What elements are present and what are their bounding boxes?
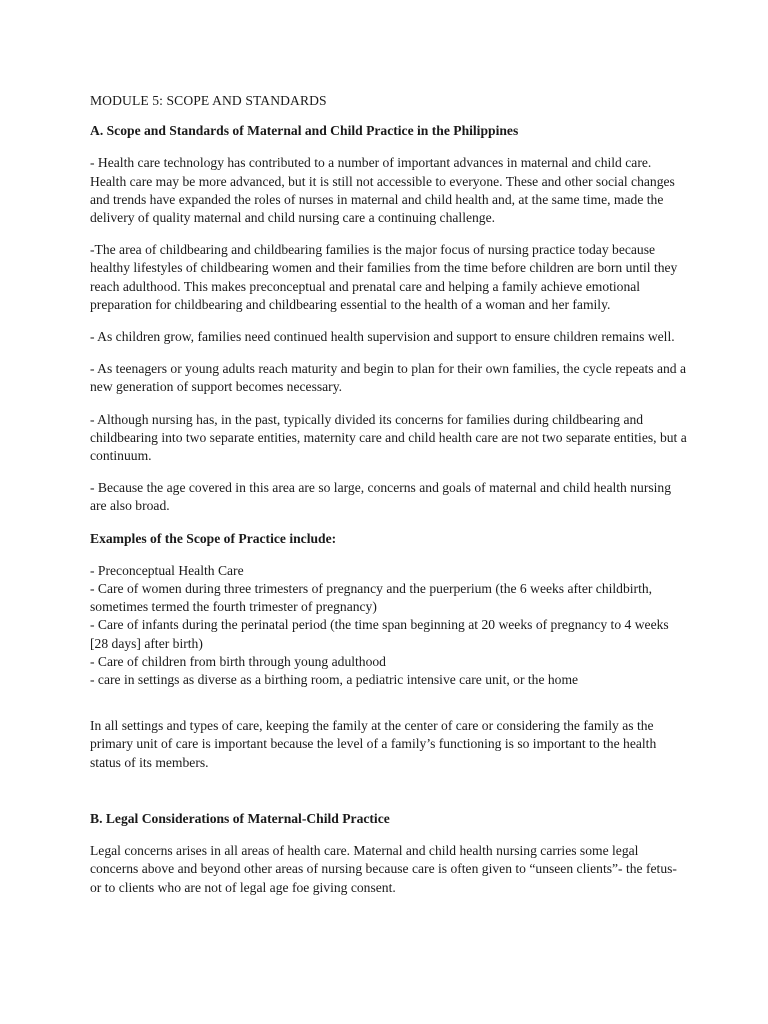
section-a-paragraph-1: - Health care technology has contributed to a number of important advances in maternal and child care. Health care may be more advanced, but it is still not accessible to everyone. These and other social changes and trends have expanded the roles of nurses in maternal and child health and, at the same time, made the delivery of quality maternal and child nursing care a continuing challenge.: [90, 155, 675, 226]
scope-examples-list: [90, 562, 690, 689]
scope-example-item: - Care of infants during the perinatal period (the time span beginning at 20 weeks of pregnancy to 4 weeks [28 days] after birth): [90, 617, 669, 651]
examples-heading: Examples of the Scope of Practice include:: [90, 530, 337, 546]
spacer: [90, 786, 690, 810]
section-a-paragraph-3: - As children grow, families need continued health supervision and support to ensure children remains well.: [90, 329, 675, 345]
scope-example-item: - Preconceptual Health Care: [90, 562, 244, 578]
family-centered-paragraph: In all settings and types of care, keeping the family at the center of care or considering the family as the primary unit of care is important because the level of a family’s functioning is so important to the health status of its members.: [90, 718, 657, 770]
section-a-paragraph-4: - As teenagers or young adults reach maturity and begin to plan for their own families, the cycle repeats and a new generation of support becomes necessary.: [90, 361, 687, 395]
section-b-heading: B. Legal Considerations of Maternal-Child Practice: [90, 810, 390, 826]
module-title: MODULE 5: SCOPE AND STANDARDS: [90, 93, 327, 108]
section-a-heading: A. Scope and Standards of Maternal and Child Practice in the Philippines: [90, 123, 519, 139]
section-a-paragraph-2: -The area of childbearing and childbearing families is the major focus of nursing practice today because healthy lifestyles of childbearing women and their families from the time before children are born until they reach adulthood. This makes preconceptual and prenatal care and helping a family achieve emotional preparation for childbearing and childbearing essential to the health of a woman and her family.: [90, 242, 678, 312]
section-a-paragraph-5: - Although nursing has, in the past, typically divided its concerns for families during childbearing and childbearing into two separate entities, maternity care and child health care are not two separate entities, but a continuum.: [90, 411, 687, 464]
document-page: [90, 92, 690, 911]
scope-example-item: - Care of women during three trimesters of pregnancy and the puerperium (the 6 weeks after childbirth, sometimes termed the fourth trimester of pregnancy): [90, 581, 653, 615]
spacer: [90, 689, 690, 717]
scope-example-item: - care in settings as diverse as a birthing room, a pediatric intensive care unit, or the home: [90, 672, 579, 688]
section-b-paragraph: Legal concerns arises in all areas of health care. Maternal and child health nursing carries some legal concerns above and beyond other areas of nursing because care is often given to “unseen clients”- the fetus- or to clients who are not of legal age foe giving consent.: [90, 843, 677, 895]
scope-example-item: - Care of children from birth through young adulthood: [90, 653, 386, 669]
section-a-paragraph-6: - Because the age covered in this area are so large, concerns and goals of maternal and child health nursing are also broad.: [90, 480, 672, 514]
